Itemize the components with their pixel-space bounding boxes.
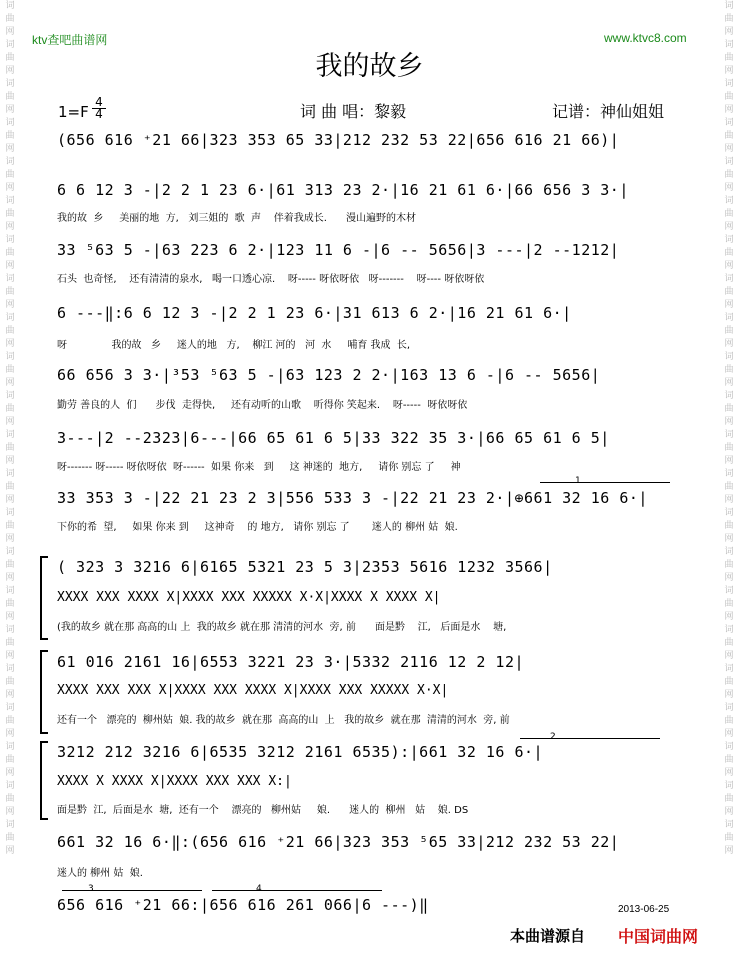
volta-1: 1 [575,476,581,486]
score-line-6: 3---|2 --2323|6---|66 65 61 6 5|33 322 35 3·|66 65 61 6 5| [57,429,610,447]
lyric-line-8: (我的故乡 就在那 高高的山 上 我的故乡 就在那 清清的河水 旁, 前 面是黔 江, 后面是水 塘, [57,622,507,633]
score-line-12: 656 616 ⁺21 66:|656 616 261 066|6 ---)‖ [57,896,429,914]
watermark-right: 词曲网词曲网词曲网词曲网词曲网词曲网词曲网词曲网词曲网词曲网词曲网词曲网词曲网词曲网词曲网词曲网词曲网词曲网词曲网词曲网词曲网词曲网 [724,1,734,856]
lyric-line-6: 呀------- 呀----- 呀依呀依 呀------ 如果 你来 到 这 神迷的 地方, 请你 别忘 了 神 [57,462,461,473]
volta-line-1 [540,482,670,483]
score-line-10: 3212 212 3216 6|6535 3212 2161 6535):|661 32 16 6·| [57,743,544,761]
time-signature-bottom: 4 [92,108,106,120]
part-bracket-1 [40,556,48,640]
lyric-line-5: 勤劳 善良的人 们 步伐 走得快, 还有动听的山歌 听得你 笑起来. 呀----- 呀依呀依 [57,400,468,411]
lyric-line-2: 我的故 乡 美丽的地 方, 刘三姐的 歌 声 伴着我成长. 漫山遍野的木材 [57,213,417,224]
footer-site-link[interactable]: 中国词曲网 [618,927,699,946]
rhythm-line-10: XXXX X XXXX X|XXXX XXX XXX X:| [57,774,292,789]
lyric-line-7: 下你的希 望, 如果 你来 到 这神奇 的 地方, 请你 别忘 了 迷人的 柳州 姑 娘. [57,522,458,533]
footer-source-label: 本曲谱源自 [510,927,586,945]
part-bracket-3 [40,741,48,820]
credits-transcriber: 记谱：神仙姐姐 [552,102,665,121]
volta-line-4 [212,890,382,891]
time-signature-top: 4 [95,95,103,109]
rhythm-line-9: XXXX XXX XXX X|XXXX XXX XXXX X|XXXX XXX XXXXX X·X| [57,683,449,698]
footer-date: 2013-06-25 [618,904,670,915]
score-line-8: ( 323 3 3216 6|6165 5321 23 5 3|2353 5616 1232 3566| [57,558,553,576]
lyric-line-11: 迷人的 柳州 姑 娘. [57,868,143,879]
score-line-3: 33 ⁵63 5 -|63 223 6 2·|123 11 6 -|6 -- 5656|3 ---|2 --1212| [57,241,620,259]
part-bracket-2 [40,650,48,734]
time-signature [92,97,106,120]
key-signature: 1=F [58,103,89,121]
watermark-left: 词曲网词曲网词曲网词曲网词曲网词曲网词曲网词曲网词曲网词曲网词曲网词曲网词曲网词曲网词曲网词曲网词曲网词曲网词曲网词曲网词曲网词曲网 [5,1,15,856]
score-line-2: 6 6 12 3 -|2 2 1 23 6·|61 313 23 2·|16 21 61 6·|66 656 3 3·| [57,181,629,199]
volta-4: 4 [256,884,262,894]
rhythm-line-8: XXXX XXX XXXX X|XXXX XXX XXXXX X·X|XXXX X XXXX X| [57,590,441,605]
score-line-5: 66 656 3 3·|³53 ⁵63 5 -|63 123 2 2·|163 13 6 -|6 -- 5656| [57,366,601,384]
score-line-7: 33 353 3 -|22 21 23 2 3|556 533 3 -|22 21 23 2·|⊕661 32 16 6·| [57,489,648,507]
lyric-line-3: 石头 也奇怪, 还有清清的泉水, 喝一口透心凉. 呀----- 呀依呀依 呀------- 呀---- 呀依呀依 [57,274,485,285]
credits-author: 词 曲 唱：黎毅 [300,102,407,121]
score-line-11: 661 32 16 6·‖:(656 616 ⁺21 66|323 353 ⁵65 33|212 232 53 22| [57,833,620,851]
song-title: 我的故乡 [315,51,424,82]
score-line-9: 61 016 2161 16|6553 3221 23 3·|5332 2116 12 2 12| [57,653,525,671]
volta-line-2 [520,738,660,739]
header-right-link[interactable]: www.ktvc8.com [604,31,687,45]
lyric-line-9: 还有一个 漂亮的 柳州姑 娘. 我的故乡 就在那 高高的山 上 我的故乡 就在那 清清的河水 旁, 前 [57,715,510,726]
volta-2: 2 [550,732,556,742]
score-line-4: 6 ---‖:6 6 12 3 -|2 2 1 23 6·|31 613 6 2·|16 21 61 6·| [57,304,572,322]
lyric-line-10: 面是黔 江, 后面是水 塘, 还有一个 漂亮的 柳州姑 娘. 迷人的 柳州 姑 娘. DS [57,805,469,816]
volta-3: 3 [88,884,94,894]
header-left-link[interactable]: ktv查吧曲谱网 [32,33,108,47]
lyric-line-4: 呀 我的故 乡 迷人的地 方, 柳江 河的 河 水 哺育 我成 长, [57,340,411,351]
volta-line-3 [62,890,202,891]
score-line-1: (656 616 ⁺21 66|323 353 65 33|212 232 53 22|656 616 21 66)| [57,131,620,149]
